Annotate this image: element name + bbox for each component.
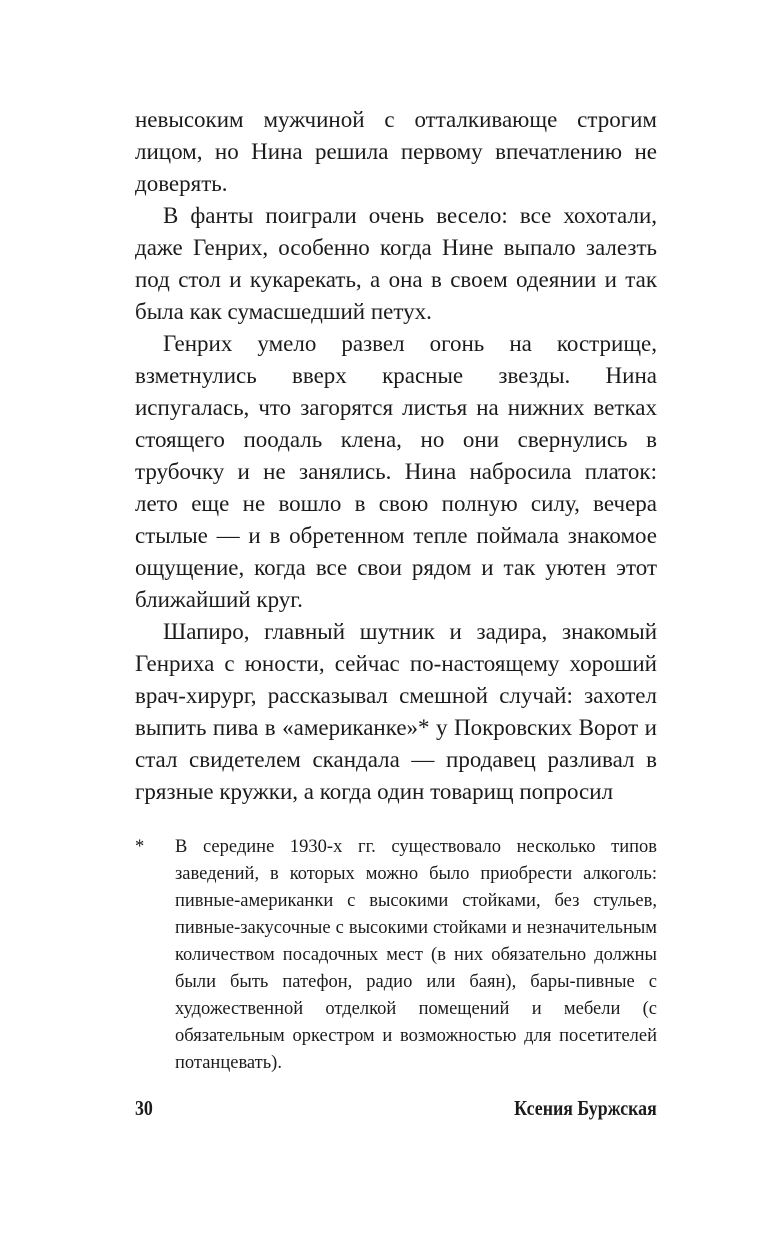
running-title bbox=[489, 1096, 657, 1120]
running-title-text: Ксения Буржская bbox=[514, 1096, 657, 1120]
footnote-marker: * bbox=[135, 837, 145, 857]
page-number-text: 30 bbox=[135, 1096, 153, 1120]
page-footer bbox=[135, 1096, 657, 1120]
body-text-block bbox=[135, 104, 657, 808]
body-paragraph: В фанты поиграли очень весело: все хохотали, даже Генрих, особенно когда Нине выпало залезть под стол и кукарекать, а она в своем одеянии и так была как сумасшедший петух. bbox=[135, 203, 657, 324]
body-paragraph: невысоким мужчиной с отталкивающе строгим лицом, но Нина решила первому впечатлению не доверять. bbox=[135, 107, 657, 196]
footnote bbox=[135, 834, 657, 1077]
body-paragraph: Генрих умело развел огонь на кострище, взметнулись вверх красные звезды. Нина испугалась, что загорятся листья на нижних ветках стоящего поодаль клена, но они свернулись в трубочку и не занялись. Нина набросила платок: лето еще не вошло в свою полную силу, вечера стылые — и в обретенном тепле поймала знакомое ощущение, когда все свои рядом и так уютен этот ближайший круг. bbox=[135, 331, 657, 612]
body-paragraph: Шапиро, главный шутник и задира, знакомый Генриха с юности, сейчас по-настоящему хороший врач-хирург, рассказывал смешной случай: захотел выпить пива в «американке»* у Покровских Ворот и стал свидетелем скандала — продавец разливал в грязные кружки, а когда один товарищ попросил bbox=[135, 619, 657, 804]
footnote-text: В середине 1930-х гг. существовало несколько типов заведений, в которых можно было приобрести алкоголь: пивные-американки с высокими стойками, без стульев, пивные-закусочные с высокими стойками и незначительным количеством посадочных мест (в них обязательно должны были быть патефон, радио или баян), бары-пивные с художественной отделкой помещений и мебели (с обязательным оркестром и возможностью для посетителей потанцевать). bbox=[175, 837, 657, 1073]
page-number bbox=[135, 1096, 156, 1120]
